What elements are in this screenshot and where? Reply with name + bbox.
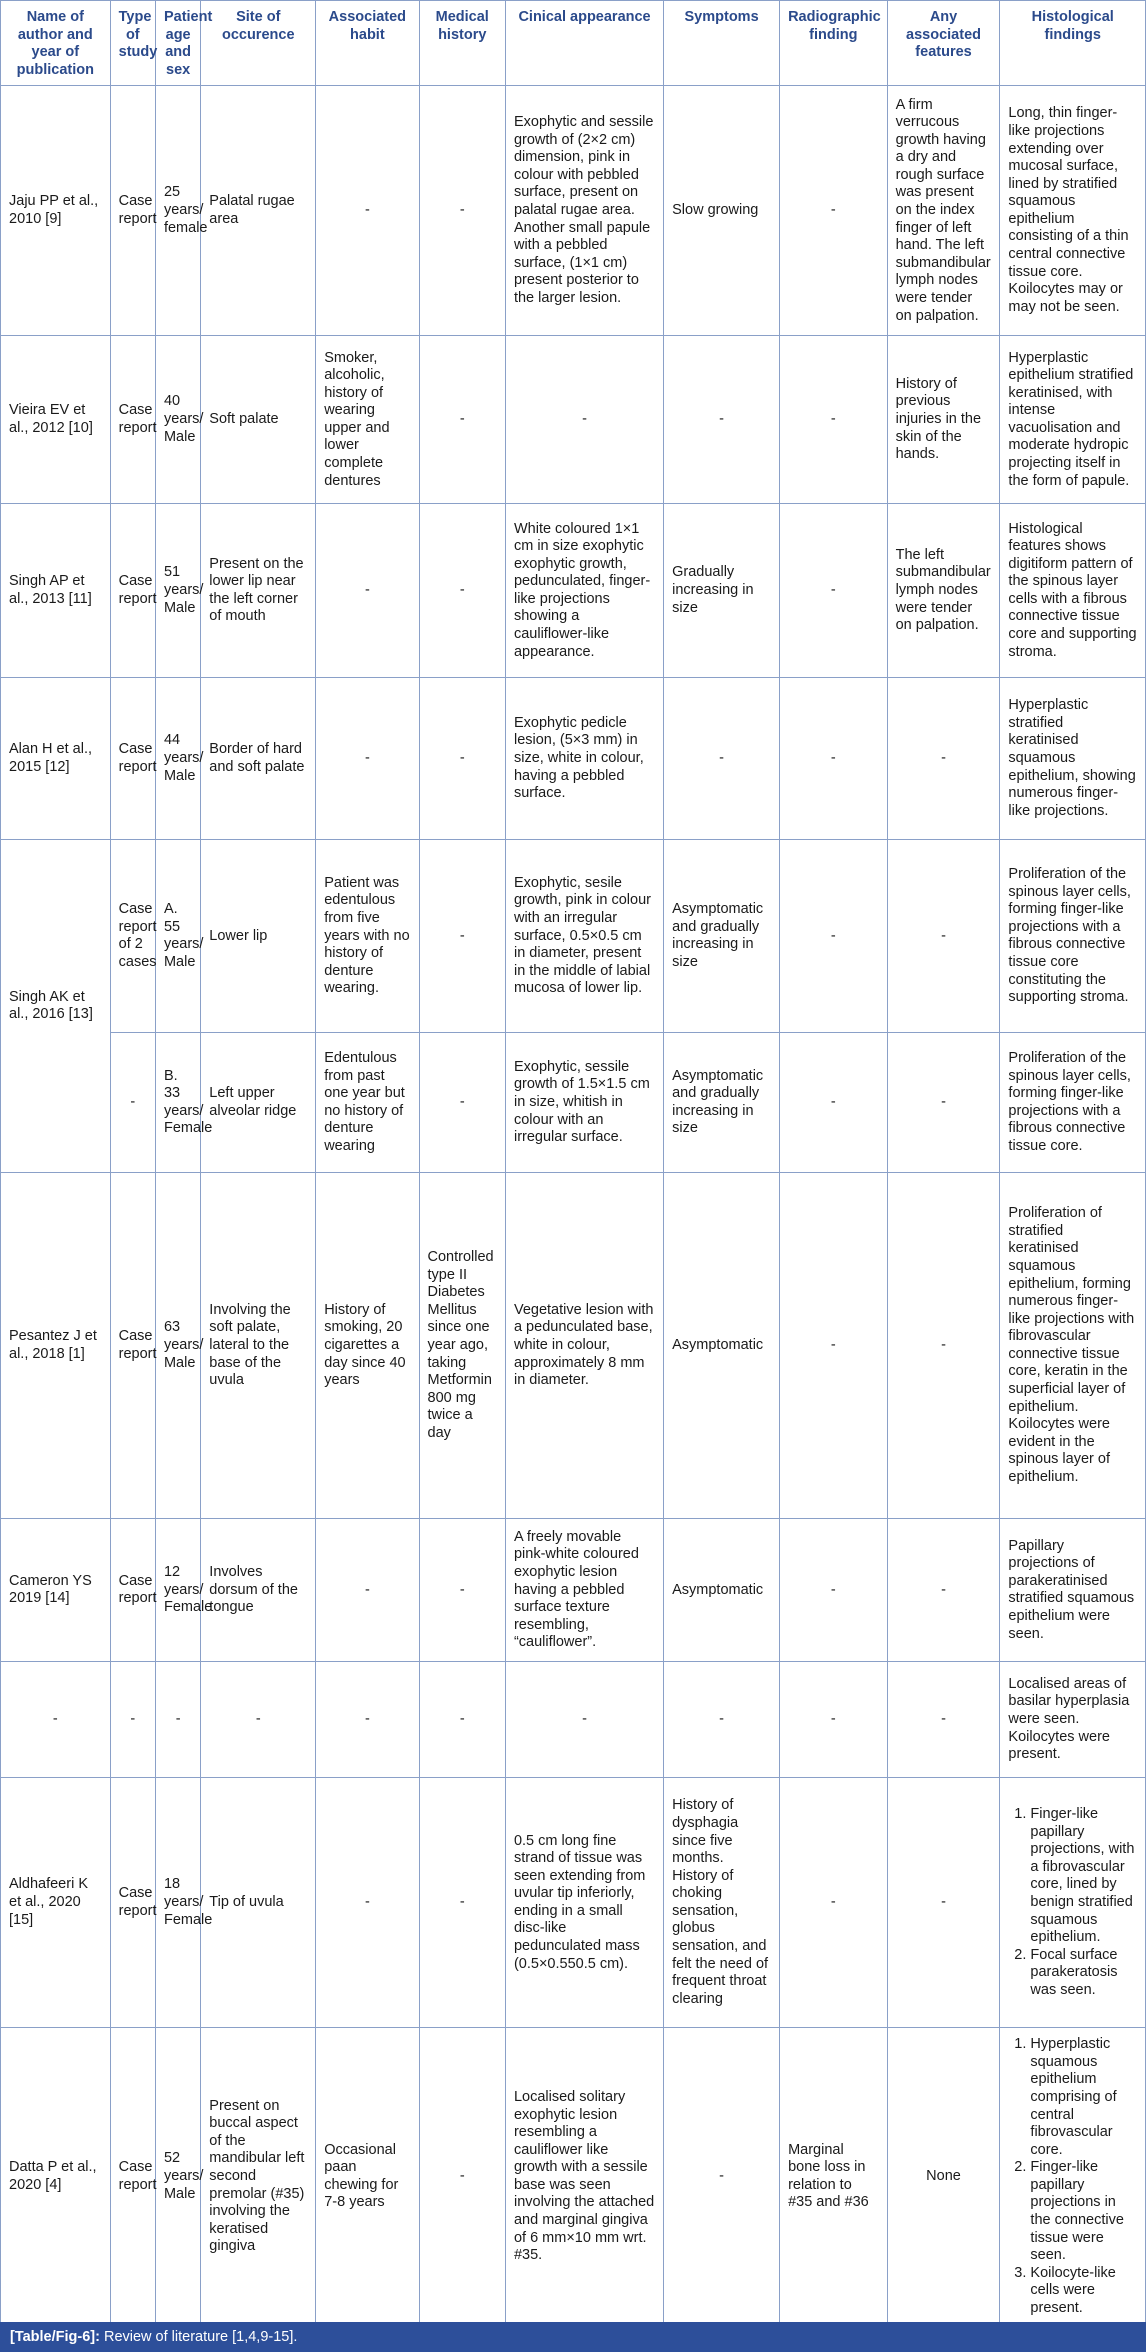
list-item: 1. Finger-like papillary projections, with a fibrovascular core, lined by benign stratified squamous epithelium. — [1030, 1806, 1137, 1947]
cell-medical: - — [419, 1033, 505, 1173]
cell-symptoms: History of dysphagia since five months. History of choking sensation, globus sensation, and felt the need of frequent throat clearing — [664, 1778, 780, 2028]
col-header-histological: Histological findings — [1000, 1, 1146, 86]
cell-medical: - — [419, 840, 505, 1033]
cell-features: - — [887, 1173, 1000, 1519]
cell-habit: - — [316, 1519, 419, 1662]
cell-patient: B. 33 years/ Female — [155, 1033, 200, 1173]
col-header-symptoms: Symptoms — [664, 1, 780, 86]
list-item: 2. Finger-like papillary projections in the connective tissue were seen. — [1030, 2159, 1137, 2265]
cell-symptoms: - — [664, 678, 780, 840]
cell-radiographic: - — [780, 840, 888, 1033]
cell-features: - — [887, 1662, 1000, 1778]
cell-type: Case report — [110, 1778, 155, 2028]
cell-site: Lower lip — [201, 840, 316, 1033]
caption-label: [Table/Fig-6]: — [10, 2329, 100, 2345]
cell-radiographic: - — [780, 1033, 888, 1173]
col-header-patient: Patient age and sex — [155, 1, 200, 86]
histological-findings-list — [1008, 1806, 1137, 2000]
cell-histological: Proliferation of the spinous layer cells, forming finger-like projections with a fibrous connective tissue core. — [1000, 1033, 1146, 1173]
cell-features: - — [887, 1778, 1000, 2028]
cell-site: Border of hard and soft palate — [201, 678, 316, 840]
cell-medical: - — [419, 678, 505, 840]
cell-patient: 52 years/ Male — [155, 2028, 200, 2326]
cell-symptoms: Gradually increasing in size — [664, 504, 780, 678]
cell-site: Left upper alveolar ridge — [201, 1033, 316, 1173]
cell-histological: Histological features shows digitiform pattern of the spinous layer cells with a fibrous connective tissue core and supporting stroma. — [1000, 504, 1146, 678]
cell-author: Singh AP et al., 2013 [11] — [1, 504, 111, 678]
caption-text: Review of literature [1,4,9-15]. — [103, 2329, 298, 2345]
table-caption — [0, 2322, 1146, 2352]
cell-type: Case report — [110, 336, 155, 504]
cell-patient: 12 years/ Female — [155, 1519, 200, 1662]
table-row — [1, 336, 1146, 504]
cell-author: Alan H et al., 2015 [12] — [1, 678, 111, 840]
col-header-medical: Medical history — [419, 1, 505, 86]
cell-medical: - — [419, 1778, 505, 2028]
cell-clinical: A freely movable pink-white coloured exophytic lesion having a pebbled surface texture resembling, “cauliflower”. — [505, 1519, 663, 1662]
cell-symptoms: Asymptomatic and gradually increasing in size — [664, 1033, 780, 1173]
cell-medical: - — [419, 2028, 505, 2326]
cell-site: Present on the lower lip near the left corner of mouth — [201, 504, 316, 678]
cell-medical: - — [419, 1662, 505, 1778]
cell-type: Case report — [110, 1173, 155, 1519]
cell-habit: - — [316, 1662, 419, 1778]
cell-radiographic: - — [780, 1519, 888, 1662]
table-row — [1, 1519, 1146, 1662]
cell-clinical: - — [505, 336, 663, 504]
cell-patient: 40 years/ Male — [155, 336, 200, 504]
cell-site: Involves dorsum of the tongue — [201, 1519, 316, 1662]
cell-histological: Papillary projections of parakeratinised stratified squamous epithelium were seen. — [1000, 1519, 1146, 1662]
cell-histological: Proliferation of stratified keratinised squamous epithelium, forming numerous finger-like projections with fibrovascular connective tissue core, keratin in the superficial layer of epithelium. Koilocytes were evident in the spinous layer of epithelium. — [1000, 1173, 1146, 1519]
cell-patient: - — [155, 1662, 200, 1778]
cell-symptoms: Asymptomatic — [664, 1519, 780, 1662]
cell-clinical: Vegetative lesion with a pedunculated base, white in colour, approximately 8 mm in diameter. — [505, 1173, 663, 1519]
cell-author: Jaju PP et al., 2010 [9] — [1, 86, 111, 336]
cell-histological: Long, thin finger-like projections extending over mucosal surface, lined by stratified squamous epithelium consisting of a thin central connective tissue core. Koilocytes may or may not be seen. — [1000, 86, 1146, 336]
cell-patient: A. 55 years/ Male — [155, 840, 200, 1033]
col-header-habit: Associated habit — [316, 1, 419, 86]
cell-clinical: Exophytic pedicle lesion, (5×3 mm) in size, white in colour, having a pebbled surface. — [505, 678, 663, 840]
table-row — [1, 840, 1146, 1033]
cell-patient: 18 years/ Female — [155, 1778, 200, 2028]
cell-habit: Edentulous from past one year but no history of denture wearing — [316, 1033, 419, 1173]
cell-features: - — [887, 1519, 1000, 1662]
cell-habit: Smoker, alcoholic, history of wearing upper and lower complete dentures — [316, 336, 419, 504]
cell-author: - — [1, 1662, 111, 1778]
cell-site: Tip of uvula — [201, 1778, 316, 2028]
cell-histological: Proliferation of the spinous layer cells, forming finger-like projections with a fibrous connective tissue core constituting the supporting stroma. — [1000, 840, 1146, 1033]
cell-radiographic: - — [780, 336, 888, 504]
col-header-author: Name of author and year of publication — [1, 1, 111, 86]
cell-features: - — [887, 840, 1000, 1033]
header-row — [1, 1, 1146, 86]
cell-symptoms: - — [664, 2028, 780, 2326]
list-item: 3. Koilocyte-like cells were present. — [1030, 2265, 1137, 2318]
cell-clinical: Localised solitary exophytic lesion resembling a cauliflower like growth with a sessile base was seen involving the attached and marginal gingiva of 6 mm×10 mm wrt. #35. — [505, 2028, 663, 2326]
cell-habit: History of smoking, 20 cigarettes a day since 40 years — [316, 1173, 419, 1519]
cell-radiographic: - — [780, 1778, 888, 2028]
cell-features: None — [887, 2028, 1000, 2326]
cell-symptoms: Asymptomatic and gradually increasing in size — [664, 840, 780, 1033]
table-row — [1, 1033, 1146, 1173]
cell-clinical: White coloured 1×1 cm in size exophytic exophytic growth, pedunculated, finger-like projections showing a cauliflower-like appearance. — [505, 504, 663, 678]
cell-site: Involving the soft palate, lateral to the base of the uvula — [201, 1173, 316, 1519]
cell-histological: Hyperplastic epithelium stratified keratinised, with intense vacuolisation and moderate hydropic projecting itself in the form of papule. — [1000, 336, 1146, 504]
cell-features: A firm verrucous growth having a dry and rough surface was present on the index finger of left hand. The left submandibular lymph nodes were tender on palpation. — [887, 86, 1000, 336]
col-header-clinical: Cinical appearance — [505, 1, 663, 86]
cell-author: Vieira EV et al., 2012 [10] — [1, 336, 111, 504]
cell-patient: 51 years/ Male — [155, 504, 200, 678]
col-header-site: Site of occurence — [201, 1, 316, 86]
col-header-features: Any associated features — [887, 1, 1000, 86]
cell-histological — [1000, 2028, 1146, 2326]
cell-type: - — [110, 1033, 155, 1173]
cell-features: History of previous injuries in the skin of the hands. — [887, 336, 1000, 504]
cell-features: The left submandibular lymph nodes were tender on palpation. — [887, 504, 1000, 678]
cell-clinical: 0.5 cm long fine strand of tissue was seen extending from uvular tip inferiorly, ending in a small disc-like pedunculated mass (0.5×0.550.5 cm). — [505, 1778, 663, 2028]
cell-patient: 63 years/ Male — [155, 1173, 200, 1519]
table-row — [1, 1662, 1146, 1778]
cell-histological: Hyperplastic stratified keratinised squamous epithelium, showing numerous finger-like projections. — [1000, 678, 1146, 840]
histological-findings-list — [1008, 2036, 1137, 2318]
cell-author: Aldhafeeri K et al., 2020 [15] — [1, 1778, 111, 2028]
cell-habit: - — [316, 86, 419, 336]
cell-author: Pesantez J et al., 2018 [1] — [1, 1173, 111, 1519]
table-row — [1, 504, 1146, 678]
cell-type: Case report — [110, 678, 155, 840]
table-row — [1, 2028, 1146, 2326]
col-header-type: Type of study — [110, 1, 155, 86]
cell-histological — [1000, 1778, 1146, 2028]
table-row — [1, 1173, 1146, 1519]
cell-symptoms: Slow growing — [664, 86, 780, 336]
cell-medical: Controlled type II Diabetes Mellitus since one year ago, taking Metformin 800 mg twice a day — [419, 1173, 505, 1519]
cell-radiographic: - — [780, 1173, 888, 1519]
cell-clinical: Exophytic and sessile growth of (2×2 cm) dimension, pink in colour with pebbled surface, present on palatal rugae area. Another small papule with a pebbled surface, (1×1 cm) present posterior to the larger lesion. — [505, 86, 663, 336]
cell-clinical: Exophytic, sessile growth of 1.5×1.5 cm in size, whitish in colour with an irregular surface. — [505, 1033, 663, 1173]
cell-type: - — [110, 1662, 155, 1778]
cell-medical: - — [419, 504, 505, 678]
cell-type: Case report — [110, 2028, 155, 2326]
cell-type: Case report of 2 cases — [110, 840, 155, 1033]
cell-radiographic: Marginal bone loss in relation to #35 and #36 — [780, 2028, 888, 2326]
cell-radiographic: - — [780, 1662, 888, 1778]
cell-patient: 44 years/ Male — [155, 678, 200, 840]
cell-author: Cameron YS 2019 [14] — [1, 1519, 111, 1662]
table-row — [1, 678, 1146, 840]
col-header-radiographic: Radiographic finding — [780, 1, 888, 86]
cell-habit: Patient was edentulous from five years with no history of denture wearing. — [316, 840, 419, 1033]
cell-type: Case report — [110, 1519, 155, 1662]
list-item: 1. Hyperplastic squamous epithelium comprising of central fibrovascular core. — [1030, 2036, 1137, 2159]
cell-features: - — [887, 678, 1000, 840]
table-row — [1, 1778, 1146, 2028]
cell-type: Case report — [110, 86, 155, 336]
cell-clinical: Exophytic, sesile growth, pink in colour with an irregular surface, 0.5×0.5 cm in diameter, present in the middle of labial mucosa of lower lip. — [505, 840, 663, 1033]
cell-habit: - — [316, 504, 419, 678]
cell-patient: 25 years/ female — [155, 86, 200, 336]
cell-habit: Occasional paan chewing for 7-8 years — [316, 2028, 419, 2326]
cell-symptoms: - — [664, 1662, 780, 1778]
cell-clinical: - — [505, 1662, 663, 1778]
cell-medical: - — [419, 1519, 505, 1662]
cell-habit: - — [316, 678, 419, 840]
cell-site: Soft palate — [201, 336, 316, 504]
cell-histological: Localised areas of basilar hyperplasia were seen. Koilocytes were present. — [1000, 1662, 1146, 1778]
cell-medical: - — [419, 86, 505, 336]
cell-radiographic: - — [780, 678, 888, 840]
table-row — [1, 86, 1146, 336]
cell-symptoms: - — [664, 336, 780, 504]
list-item: 2. Focal surface parakeratosis was seen. — [1030, 1947, 1137, 2000]
cell-medical: - — [419, 336, 505, 504]
cell-type: Case report — [110, 504, 155, 678]
cell-author: Singh AK et al., 2016 [13] — [1, 840, 111, 1173]
cell-author: Datta P et al., 2020 [4] — [1, 2028, 111, 2326]
cell-site: - — [201, 1662, 316, 1778]
cell-site: Present on buccal aspect of the mandibular left second premolar (#35) involving the keratised gingiva — [201, 2028, 316, 2326]
cell-symptoms: Asymptomatic — [664, 1173, 780, 1519]
cell-features: - — [887, 1033, 1000, 1173]
cell-radiographic: - — [780, 86, 888, 336]
cell-habit: - — [316, 1778, 419, 2028]
cell-site: Palatal rugae area — [201, 86, 316, 336]
cell-radiographic: - — [780, 504, 888, 678]
